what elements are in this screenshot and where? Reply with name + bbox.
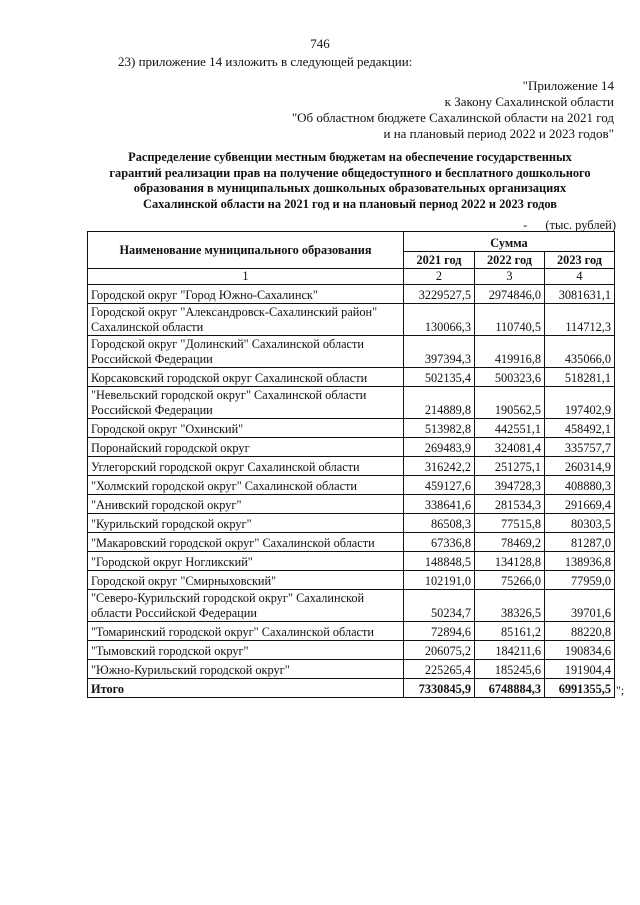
municipality-name: Поронайский городской округ — [88, 438, 404, 457]
value-2022: 85161,2 — [475, 622, 545, 641]
municipality-name: Городской округ "Долинский" Сахалинской области Российской Федерации — [88, 336, 404, 368]
table-row — [88, 552, 615, 571]
table-row — [88, 660, 615, 679]
value-2023: 197402,9 — [545, 387, 615, 419]
value-2023: 435066,0 — [545, 336, 615, 368]
closing-quote: "; — [616, 683, 625, 697]
table-row — [88, 438, 615, 457]
appendix-reference — [292, 78, 614, 142]
municipality-name: "Невельский городской округ" Сахалинской области Российской Федерации — [88, 387, 404, 419]
column-number-row — [88, 269, 615, 285]
municipality-name: "Томаринский городской округ" Сахалинской области — [88, 622, 404, 641]
table-row — [88, 590, 615, 622]
value-2021: 459127,6 — [404, 476, 475, 495]
value-2023: 408880,3 — [545, 476, 615, 495]
value-2022: 2974846,0 — [475, 285, 545, 304]
table-row — [88, 622, 615, 641]
column-number: 4 — [545, 269, 615, 285]
value-2022: 110740,5 — [475, 304, 545, 336]
value-2023: 3081631,1 — [545, 285, 615, 304]
value-2021: 86508,3 — [404, 514, 475, 533]
total-2023: 6991355,5 — [545, 679, 615, 698]
value-2022: 78469,2 — [475, 533, 545, 552]
intro-text: 23) приложение 14 изложить в следующей редакции: — [118, 54, 413, 69]
table-row — [88, 387, 615, 419]
value-2022: 251275,1 — [475, 457, 545, 476]
table-row — [88, 641, 615, 660]
value-2022: 419916,8 — [475, 336, 545, 368]
subvention-table — [87, 231, 615, 698]
value-2021: 206075,2 — [404, 641, 475, 660]
column-number: 3 — [475, 269, 545, 285]
table-row — [88, 336, 615, 368]
municipality-name: "Макаровский городской округ" Сахалинской области — [88, 533, 404, 552]
value-2023: 80303,5 — [545, 514, 615, 533]
municipality-name: "Городской округ Ногликский" — [88, 552, 404, 571]
heading-line: образования в муниципальных дошкольных образовательных организациях — [133, 181, 567, 195]
value-2021: 513982,8 — [404, 419, 475, 438]
municipality-name: Корсаковский городской округ Сахалинской области — [88, 368, 404, 387]
value-2022: 394728,3 — [475, 476, 545, 495]
value-2022: 185245,6 — [475, 660, 545, 679]
value-2021: 214889,8 — [404, 387, 475, 419]
table-row — [88, 514, 615, 533]
value-2023: 291669,4 — [545, 495, 615, 514]
heading-line: гарантий реализации прав на получение общедоступного и бесплатного дошкольного — [109, 165, 591, 180]
column-header-sum: Сумма — [404, 232, 615, 252]
municipality-name: Городской округ "Смирныховский" — [88, 571, 404, 590]
appendix-line: к Закону Сахалинской области — [444, 94, 614, 109]
table-row — [88, 419, 615, 438]
municipality-name: Углегорский городской округ Сахалинской области — [88, 457, 404, 476]
municipality-name: Городской округ "Город Южно-Сахалинск" — [88, 285, 404, 304]
value-2023: 39701,6 — [545, 590, 615, 622]
municipality-name: "Тымовский городской округ" — [88, 641, 404, 660]
municipality-name: Городской округ "Охинский" — [88, 419, 404, 438]
unit-dash: - — [523, 218, 528, 232]
table-row — [88, 533, 615, 552]
municipality-name: "Северо-Курильский городской округ" Сахалинской области Российской Федерации — [88, 590, 404, 622]
heading-line: Распределение субвенции местным бюджетам на обеспечение государственных — [128, 150, 572, 164]
appendix-line: и на плановый период 2022 и 2023 годов" — [383, 126, 614, 141]
value-2023: 81287,0 — [545, 533, 615, 552]
value-2022: 184211,6 — [475, 641, 545, 660]
column-header-year: 2023 год — [545, 251, 615, 268]
value-2021: 148848,5 — [404, 552, 475, 571]
total-2021: 7330845,9 — [404, 679, 475, 698]
unit-label: (тыс. рублей) — [545, 218, 616, 232]
page-number: 746 — [310, 36, 330, 51]
table-row — [88, 457, 615, 476]
total-row — [88, 679, 615, 698]
value-2022: 134128,8 — [475, 552, 545, 571]
heading-line: Сахалинской области на 2021 год и на плановый период 2022 и 2023 годов — [143, 196, 557, 211]
value-2022: 442551,1 — [475, 419, 545, 438]
column-header-year: 2021 год — [404, 251, 475, 268]
total-2022: 6748884,3 — [475, 679, 545, 698]
value-2023: 260314,9 — [545, 457, 615, 476]
column-header-name: Наименование муниципального образования — [88, 232, 404, 269]
table-row — [88, 285, 615, 304]
value-2023: 190834,6 — [545, 641, 615, 660]
value-2021: 72894,6 — [404, 622, 475, 641]
appendix-line: "Приложение 14 — [522, 78, 614, 93]
value-2021: 397394,3 — [404, 336, 475, 368]
value-2023: 77959,0 — [545, 571, 615, 590]
value-2021: 102191,0 — [404, 571, 475, 590]
value-2022: 190562,5 — [475, 387, 545, 419]
municipality-name: "Холмский городской округ" Сахалинской области — [88, 476, 404, 495]
value-2021: 316242,2 — [404, 457, 475, 476]
column-number: 1 — [88, 269, 404, 285]
value-2021: 50234,7 — [404, 590, 475, 622]
value-2021: 130066,3 — [404, 304, 475, 336]
value-2022: 75266,0 — [475, 571, 545, 590]
value-2023: 114712,3 — [545, 304, 615, 336]
value-2022: 324081,4 — [475, 438, 545, 457]
municipality-name: Городской округ "Александровск-Сахалинский район" Сахалинской области — [88, 304, 404, 336]
document-heading — [80, 150, 620, 212]
value-2023: 138936,8 — [545, 552, 615, 571]
value-2023: 518281,1 — [545, 368, 615, 387]
municipality-name: "Анивский городской округ" — [88, 495, 404, 514]
total-label: Итого — [88, 679, 404, 698]
column-number: 2 — [404, 269, 475, 285]
value-2021: 67336,8 — [404, 533, 475, 552]
table-row — [88, 304, 615, 336]
value-2023: 191904,4 — [545, 660, 615, 679]
table-row — [88, 476, 615, 495]
value-2022: 77515,8 — [475, 514, 545, 533]
value-2021: 269483,9 — [404, 438, 475, 457]
table-row — [88, 571, 615, 590]
value-2021: 3229527,5 — [404, 285, 475, 304]
table-row — [88, 368, 615, 387]
value-2023: 458492,1 — [545, 419, 615, 438]
value-2022: 500323,6 — [475, 368, 545, 387]
appendix-line: "Об областном бюджете Сахалинской области на 2021 год — [291, 110, 614, 125]
table-row — [88, 495, 615, 514]
value-2021: 225265,4 — [404, 660, 475, 679]
value-2021: 338641,6 — [404, 495, 475, 514]
value-2023: 335757,7 — [545, 438, 615, 457]
value-2022: 38326,5 — [475, 590, 545, 622]
value-2021: 502135,4 — [404, 368, 475, 387]
column-header-year: 2022 год — [475, 251, 545, 268]
value-2023: 88220,8 — [545, 622, 615, 641]
municipality-name: "Южно-Курильский городской округ" — [88, 660, 404, 679]
value-2022: 281534,3 — [475, 495, 545, 514]
municipality-name: "Курильский городской округ" — [88, 514, 404, 533]
